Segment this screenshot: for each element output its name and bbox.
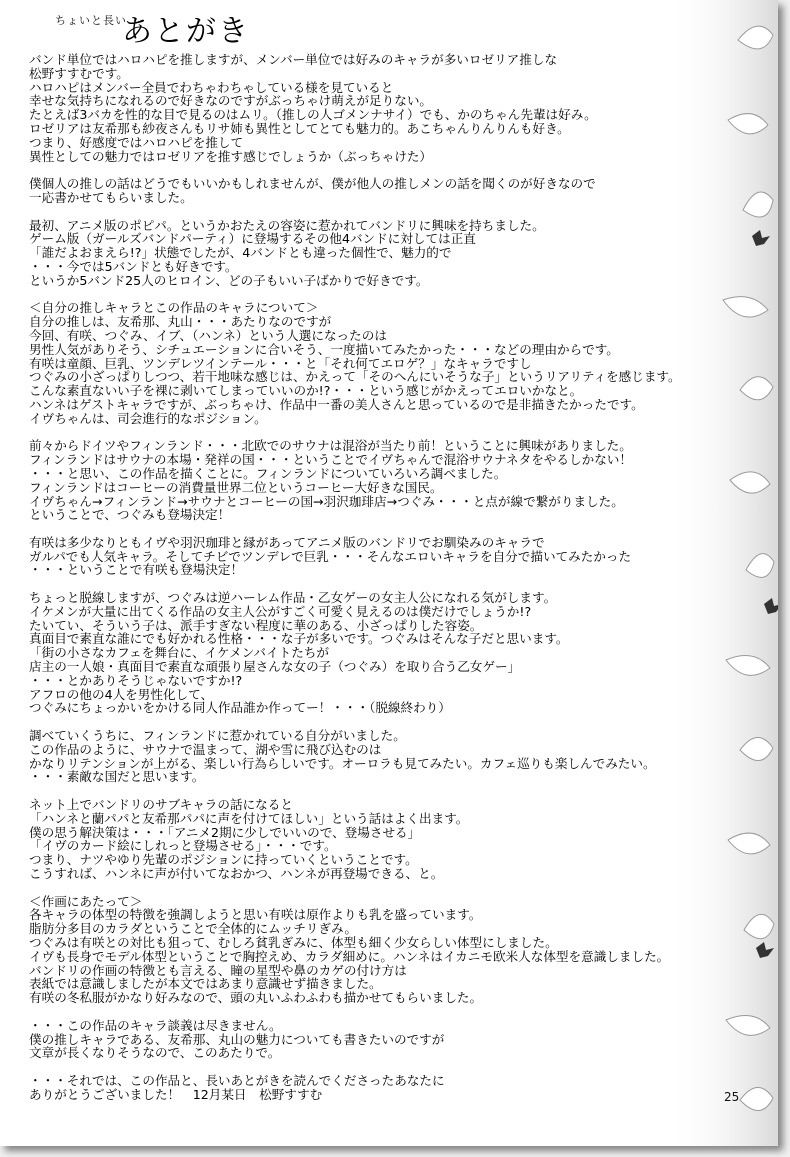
text-line: ということで、つぐみも登場決定！ <box>29 507 231 523</box>
text-line: 僕の推しキャラである、友希那、丸山の魅力についても書きたいのですが <box>29 1031 445 1047</box>
text-line: かなりリテンションが上がる、楽しい行為らしいです。オーロラも見てみたい。カフェ巡りも楽しんでみたい。 <box>29 755 656 771</box>
text-line: ロゼリアは友希那も紗夜さんもリサ姉も異性としてとても魅力的。あこちゃんりんりんも好き。 <box>29 120 570 136</box>
page-title: あとがき <box>122 14 250 49</box>
text-line: こんな素直ないい子を裸に剥いてしまっていいのか!?・・・という感じがかえってエロいかなと。 <box>29 383 583 399</box>
text-line: ・・・今では5バンドとも好きです。 <box>29 258 238 274</box>
text-line: 店主の一人娘・真面目で素直な頑張り屋さんな女の子（つぐみ）を取り合う乙女ゲー」 <box>29 659 521 675</box>
text-line: つぐみにちょっかいをかける同人作品誰か作ってー！・・・（脱線終わり） <box>29 700 451 716</box>
text-line: 調べていくうちに、フィンランドに惹かれている自分がいました。 <box>29 728 406 744</box>
text-line: ＜自分の推しキャラとこの作品のキャラについて＞ <box>29 300 319 316</box>
paragraph-gap <box>29 1005 739 1019</box>
text-line: こうすれば、ハンネに声が付いてなおかつ、ハンネが再登場できる、と。 <box>29 866 444 882</box>
text-line: 僕の思う解決策は・・・「アニメ2期に少しでいいので、登場させる」 <box>29 824 421 840</box>
paragraph-gap <box>29 784 739 798</box>
text-line: たとえば3バカを性的な目で見るのはムリ。（推しの人ゴメンナサイ）でも、かのちゃん先輩は好み。 <box>29 107 597 123</box>
text-line: イヴも長身でモデル体型ということで胸控えめ、カラダ細めに。ハンネはイカニモ欧米人な体型を意識しました。 <box>29 948 670 964</box>
text-line: 文章が長くなりそうなので、このあたりで。 <box>29 1045 281 1061</box>
text-line: イヴちゃん→フィンランド→サウナとコーヒーの国→羽沢珈琲店→つぐみ・・・と点が線で繋がりました。 <box>29 493 624 509</box>
paragraph-gap <box>29 205 739 219</box>
text-line: 「ハンネと蘭パパと友希那パパに声を付けてほしい」という話はよく出ます。 <box>29 810 469 826</box>
text-line: フィンランドはコーヒーの消費量世界二位というコーヒー大好きな国民。 <box>29 479 443 495</box>
text-line: ・・・それでは、この作品と、長いあとがきを読んでくださったあなたに <box>29 1072 445 1088</box>
text-line: ・・・この作品のキャラ談義は尽きません。 <box>29 1017 282 1033</box>
text-line: アフロの他の4人を男性化して、 <box>29 686 214 702</box>
text-line: というか5バンド25人のヒロイン、どの子もいい子ばかりで好きです。 <box>29 272 429 288</box>
text-line: 真面目で素直な誰にでも好かれる性格・・・な子が多いです。つぐみはそんな子だと思います。 <box>29 631 569 647</box>
text-line: ハロハピはメンバー全員でわちゃわちゃしている様を見ていると <box>29 79 394 95</box>
paragraph-gap <box>29 522 739 536</box>
text-line: 異性としての魅力ではロゼリアを推す感じでしょうか（ぶっちゃけた） <box>29 148 432 164</box>
text-line: 前々からドイツやフィンランド・・・北欧でのサウナは混浴が当たり前！ということに興味がありました。 <box>29 438 632 454</box>
text-line: 有咲は童顔、巨乳、ツンデレツインテール・・・と「それ何てエロゲ？」なキャラですし <box>29 355 532 371</box>
text-line: ちょっと脱線しますが、つぐみは逆ハーレム作品・乙女ゲーの女主人公になれる気がします。 <box>29 590 557 606</box>
text-line: イケメンが大量に出てくる作品の女主人公がすごく可愛く見えるのは僕だけでしょうか!? <box>29 603 532 619</box>
text-line: 松野すすむです。 <box>29 65 129 81</box>
text-line: 各キャラの体型の特徴を強調しようと思い有咲は原作よりも乳を盛っています。 <box>29 907 482 923</box>
text-line: 脂肪分多目のカラダということで全体的にムッチリぎみ。 <box>29 921 357 937</box>
text-line: ・・・と思い、この作品を描くことに。フィンランドについていろいろ調べました。 <box>29 465 507 481</box>
text-line: つまり、好感度ではハロハピを推して <box>29 134 244 150</box>
text-line: 表紙では意識しましたが本文ではあまり意識せず描きました。 <box>29 976 382 992</box>
text-line: バンドリの作画の特徴とも言える、瞳の星型や鼻のカゲの付け方は <box>29 962 407 978</box>
text-line: つぐみの小ざっぱりしつつ、若干地味な感じは、かえって「そのへんにいそうな子」というリアリティを感じます。 <box>29 369 681 385</box>
text-line: 幸せな気持ちになれるので好きなのですがぶっちゃけ萌えが足りない。 <box>29 93 432 109</box>
text-line: ネット上でバンドリのサブキャラの話になると <box>29 797 293 813</box>
text-line: 最初、アニメ版のポピパ。というかおたえの容姿に惹かれてバンドリに興味を持ちました。 <box>29 217 545 233</box>
paragraph-gap <box>29 426 739 440</box>
text-line: 僕個人の推しの話はどうでもいいかもしれませんが、僕が他人の推しメンの話を聞くのが好きなので <box>29 176 596 192</box>
text-line: たいてい、そういう子は、派手すぎない程度に華のある、小ざっぱりした容姿。 <box>29 617 483 633</box>
text-line: 「イヴのカード絵にしれっと登場させる」・・・です。 <box>29 838 337 854</box>
afterword-body <box>29 53 739 1102</box>
paragraph-gap <box>29 881 739 895</box>
text-line: ゲーム版（ガールズバンドパーティ）に登場するその他4バンドに対しては正直 <box>29 231 476 247</box>
text-line: 男性人気がありそう、シチュエーションに合いそう、一度描いてみたかった・・・などの理由からです。 <box>29 341 619 357</box>
text-line: フィンランドはサウナの本場・発祥の国・・・ということでイヴちゃんで混浴サウナネタをやるしかない！ <box>29 452 632 468</box>
text-line: ＜作画にあたって＞ <box>29 893 143 909</box>
text-line: 今回、有咲、つぐみ、イブ、（ハンネ）という人選になったのは <box>29 327 387 343</box>
text-line: この作品のように、サウナで温まって、湖や雪に飛び込むのは <box>29 741 382 757</box>
paragraph-gap <box>29 288 739 302</box>
paragraph-gap <box>29 577 739 591</box>
text-line: つまり、ナツやゆり先輩のポジションに持っていくということです。 <box>29 852 418 868</box>
text-line: イヴちゃんは、司会進行的なポジション。 <box>29 410 267 426</box>
text-line: ・・・素敵な国だと思います。 <box>29 769 205 785</box>
text-line: ハンネはゲストキャラですが、ぶっちゃけ、作品中一番の美人さんと思っているので是非描きたかったです。 <box>29 396 644 412</box>
text-line: 「誰だよおまえら!?」状態でしたが、4バンドとも違った個性で、魅力的で <box>29 245 452 261</box>
text-line: ・・・ということで有咲も登場決定！ <box>29 562 244 578</box>
text-line: ありがとうございました！ 12月某日 松野すすむ <box>29 1086 323 1102</box>
text-line: つぐみは有咲との対比も狙って、むしろ貧乳ぎみに、体型も細く少女らしい体型にしました。 <box>29 935 558 950</box>
text-line: 有咲は多少なりともイヴや羽沢珈琲と縁があってアニメ版のバンドリでお馴染みのキャラで <box>29 534 545 550</box>
paragraph-gap <box>29 163 739 177</box>
title-prefix: ちょいと長い <box>55 14 127 27</box>
page-number: 25 <box>724 1090 740 1104</box>
text-line: ガルパでも人気キャラ。そしてチビでツンデレで巨乳・・・そんなエロいキャラを自分で描いてみたかった <box>29 548 632 564</box>
text-line: ・・・とかありそうじゃないですか!? <box>29 672 243 688</box>
text-line: 一応書かせてもらいました。 <box>29 189 193 205</box>
text-line: 自分の推しは、友希那、丸山・・・あたりなのですが <box>29 314 332 330</box>
text-line: 「街の小さなカフェを舞台に、イケメンバイトたちが <box>29 645 329 661</box>
text-line: バンド単位ではハロハピを推しますが、メンバー単位では好みのキャラが多いロゼリア推しな <box>29 52 558 67</box>
paragraph-gap <box>29 1060 739 1074</box>
text-line: 有咲の冬私服がかなり好みなので、頭の丸いふわふわも描かせてもらいました。 <box>29 990 483 1006</box>
paragraph-gap <box>29 715 739 729</box>
